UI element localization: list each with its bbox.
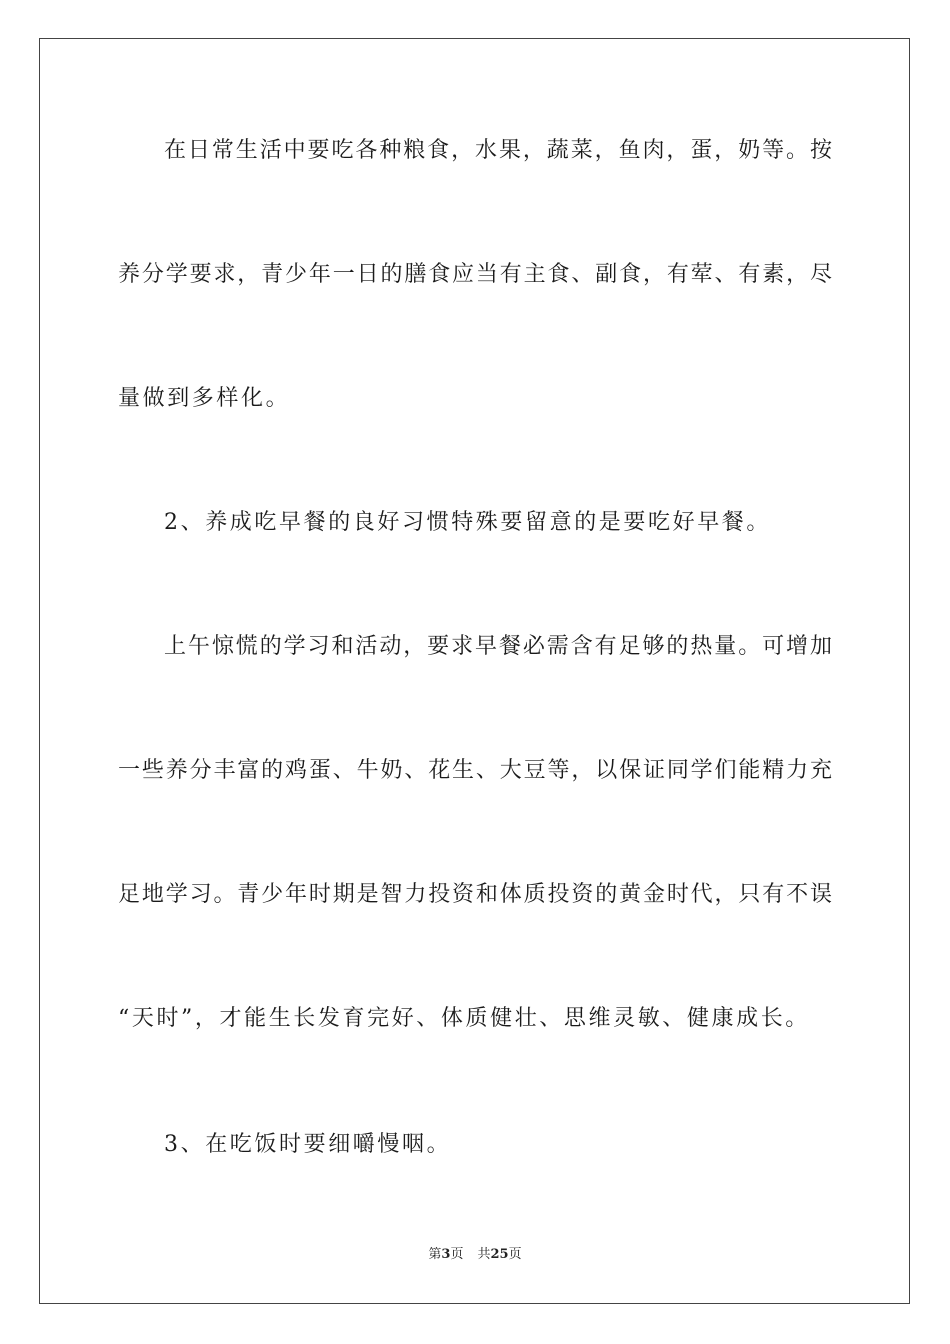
paragraph-line: 在日常生活中要吃各种粮食，水果，蔬菜，鱼肉，蛋，奶等。按: [164, 138, 832, 163]
page-footer: [0, 1246, 950, 1264]
page-suffix: 页: [450, 1247, 464, 1262]
paragraph-line: 足地学习。青少年时期是智力投资和体质投资的黄金时代，只有不误: [118, 882, 832, 907]
total-prefix: 共: [477, 1247, 491, 1262]
paragraph-line: “天时”，才能生长发育完好、体质健壮、思维灵敏、健康成长。: [118, 1006, 810, 1031]
page-prefix: 第: [428, 1247, 442, 1262]
total-pages: 25: [490, 1247, 509, 1262]
paragraph-line: 3、在吃饭时要细嚼慢咽。: [164, 1132, 452, 1157]
page-number: 3: [441, 1247, 451, 1262]
paragraph-line: 上午惊慌的学习和活动，要求早餐必需含有足够的热量。可增加: [164, 634, 832, 659]
page-border: [39, 38, 910, 1304]
paragraph-line: 2、养成吃早餐的良好习惯特殊要留意的是要吃好早餐。: [164, 510, 771, 535]
total-suffix: 页: [508, 1247, 522, 1262]
paragraph-line: 一些养分丰富的鸡蛋、牛奶、花生、大豆等，以保证同学们能精力充: [118, 758, 832, 783]
paragraph-line: 量做到多样化。: [118, 386, 291, 411]
paragraph-line: 养分学要求，青少年一日的膳食应当有主食、副食，有荤、有素，尽: [118, 262, 832, 287]
